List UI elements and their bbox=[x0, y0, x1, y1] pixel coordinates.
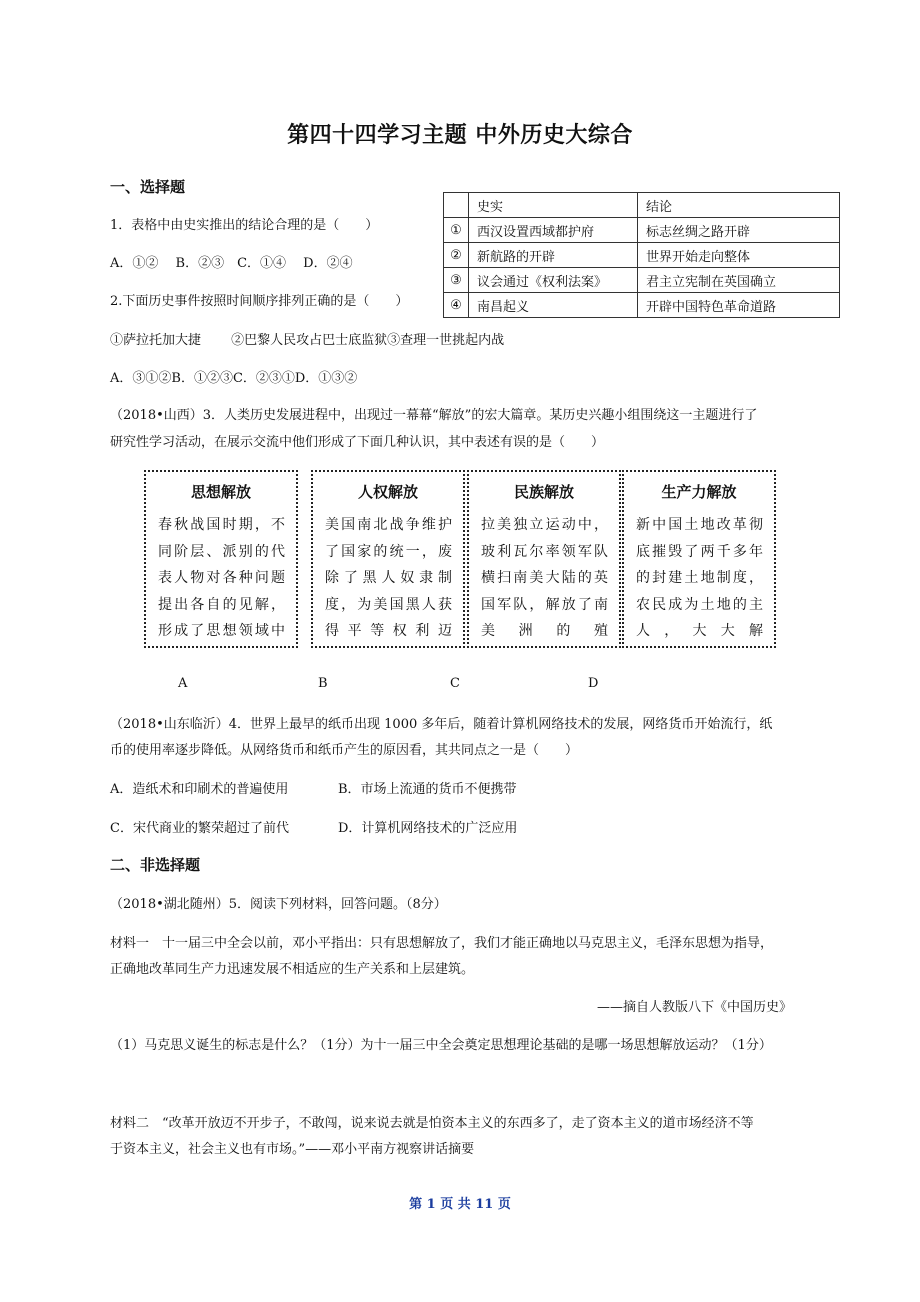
q3-box-a bbox=[144, 470, 298, 648]
box-text: 拉美独立运动中，玻利瓦尔率领军队横扫南美大陆的英国军队，解放了南美洲的殖 bbox=[481, 517, 609, 639]
q4-option-b: B．市场上流通的货币不便携带 bbox=[338, 782, 517, 797]
q3-box-b bbox=[311, 470, 465, 648]
table-cell: 南昌起义 bbox=[469, 293, 638, 318]
q3-box-d bbox=[622, 470, 776, 648]
table-cell: ③ bbox=[444, 268, 469, 293]
q5-material1-line2: 正确地改革同生产力迅速发展不相适应的生产关系和上层建筑。 bbox=[110, 962, 475, 977]
q1-facts-table bbox=[443, 192, 840, 318]
q2-stem: 2.下面历史事件按照时间顺序排列正确的是（ ） bbox=[110, 294, 409, 309]
table-cell: 君主立宪制在英国确立 bbox=[638, 268, 840, 293]
q4-stem-line1: （2018•山东临沂）4．世界上最早的纸币出现 1000 多年后，随着计算机网络技术的发展，网络货币开始流行，纸 bbox=[110, 717, 773, 732]
q1-options: A．①② B．②③ C．①④ D．②④ bbox=[110, 256, 353, 271]
table-cell: ④ bbox=[444, 293, 469, 318]
table-row bbox=[444, 218, 840, 243]
box-title: 生产力解放 bbox=[661, 483, 737, 501]
box-text: 春秋战国时期，不同阶层、派别的代表人物对各种问题提出各自的见解，形成了思想领域中 bbox=[158, 517, 286, 639]
q3-stem-line2: 研究性学习活动，在展示交流中他们形成了下面几种认识，其中表述有误的是（ ） bbox=[110, 435, 605, 450]
table-cell: 世界开始走向整体 bbox=[638, 243, 840, 268]
q3-label-b: B bbox=[318, 676, 328, 691]
table-cell: 开辟中国特色革命道路 bbox=[638, 293, 840, 318]
q3-label-c: C bbox=[450, 676, 460, 691]
table-cell: 西汉设置西域都护府 bbox=[469, 218, 638, 243]
table-cell: ② bbox=[444, 243, 469, 268]
box-title: 人权解放 bbox=[357, 483, 418, 501]
table-row bbox=[444, 293, 840, 318]
box-text: 美国南北战争维护了国家的统一，废除了黑人奴隶制度，为美国黑人获得平等权利迈 bbox=[325, 517, 453, 639]
table-cell bbox=[444, 193, 469, 218]
table-cell: ① bbox=[444, 218, 469, 243]
q3-stem-line1: （2018•山西）3．人类历史发展进程中，出现过一幕幕“解放”的宏大篇章。某历史兴趣小组围绕这一主题进行了 bbox=[110, 408, 758, 423]
q4-option-d: D．计算机网络技术的广泛应用 bbox=[338, 821, 518, 836]
q5-material2-line2: 于资本主义，社会主义也有市场。”——邓小平南方视察讲话摘要 bbox=[110, 1142, 475, 1157]
q3-label-d: D bbox=[588, 676, 599, 691]
q2-options: A．③①②B．①②③C．②③①D．①③② bbox=[110, 371, 358, 386]
q4-option-c: C．宋代商业的繁荣超过了前代 bbox=[110, 821, 289, 836]
table-cell: 标志丝绸之路开辟 bbox=[638, 218, 840, 243]
section-heading-nonchoice: 二、非选择题 bbox=[110, 856, 201, 874]
box-text: 新中国土地改革彻底摧毁了两千多年的封建土地制度，农民成为土地的主人，大大解 bbox=[636, 517, 764, 639]
q3-label-a: A bbox=[178, 676, 188, 691]
table-cell: 议会通过《权利法案》 bbox=[469, 268, 638, 293]
q5-material1-line1: 材料一 十一届三中全会以前，邓小平指出：只有思想解放了，我们才能正确地以马克思主义，毛泽东思想为指导， bbox=[110, 936, 774, 951]
q5-sub-question-1: （1）马克思义诞生的标志是什么？（1分）为十一届三中全会奠定思想理论基础的是哪一场思想解放运动？（1分） bbox=[110, 1038, 772, 1053]
q4-stem-line2: 币的使用率逐步降低。从网络货币和纸币产生的原因看，其共同点之一是（ ） bbox=[110, 743, 579, 758]
q2-events: ①萨拉托加大捷 ②巴黎人民攻占巴士底监狱③查理一世挑起内战 bbox=[110, 333, 505, 348]
page-footer: 第 1 页 共 11 页 bbox=[409, 1197, 511, 1212]
q3-box-c bbox=[467, 470, 621, 648]
q5-material2-line1: 材料二 “改革开放迈不开步子，不敢闯，说来说去就是怕资本主义的东西多了，走了资本主义的道市场经济不等 bbox=[110, 1116, 754, 1131]
box-title: 思想解放 bbox=[190, 483, 251, 501]
section-heading-choice: 一、选择题 bbox=[110, 178, 186, 196]
box-title: 民族解放 bbox=[513, 483, 574, 501]
q1-stem: 1．表格中由史实推出的结论合理的是（ ） bbox=[110, 218, 379, 233]
q5-material1-source: ——摘自人教版八下《中国历史》 bbox=[597, 1000, 793, 1015]
table-header-conclusion: 结论 bbox=[638, 193, 840, 218]
q4-option-a: A．造纸术和印刷术的普遍使用 bbox=[110, 782, 289, 797]
table-cell: 新航路的开辟 bbox=[469, 243, 638, 268]
q5-stem: （2018•湖北随州）5．阅读下列材料，回答问题。（8分） bbox=[110, 897, 447, 912]
page-title: 第四十四学习主题 中外历史大综合 bbox=[287, 123, 633, 148]
table-header-row bbox=[444, 193, 840, 218]
table-row bbox=[444, 268, 840, 293]
table-header-fact: 史实 bbox=[469, 193, 638, 218]
table-row bbox=[444, 243, 840, 268]
